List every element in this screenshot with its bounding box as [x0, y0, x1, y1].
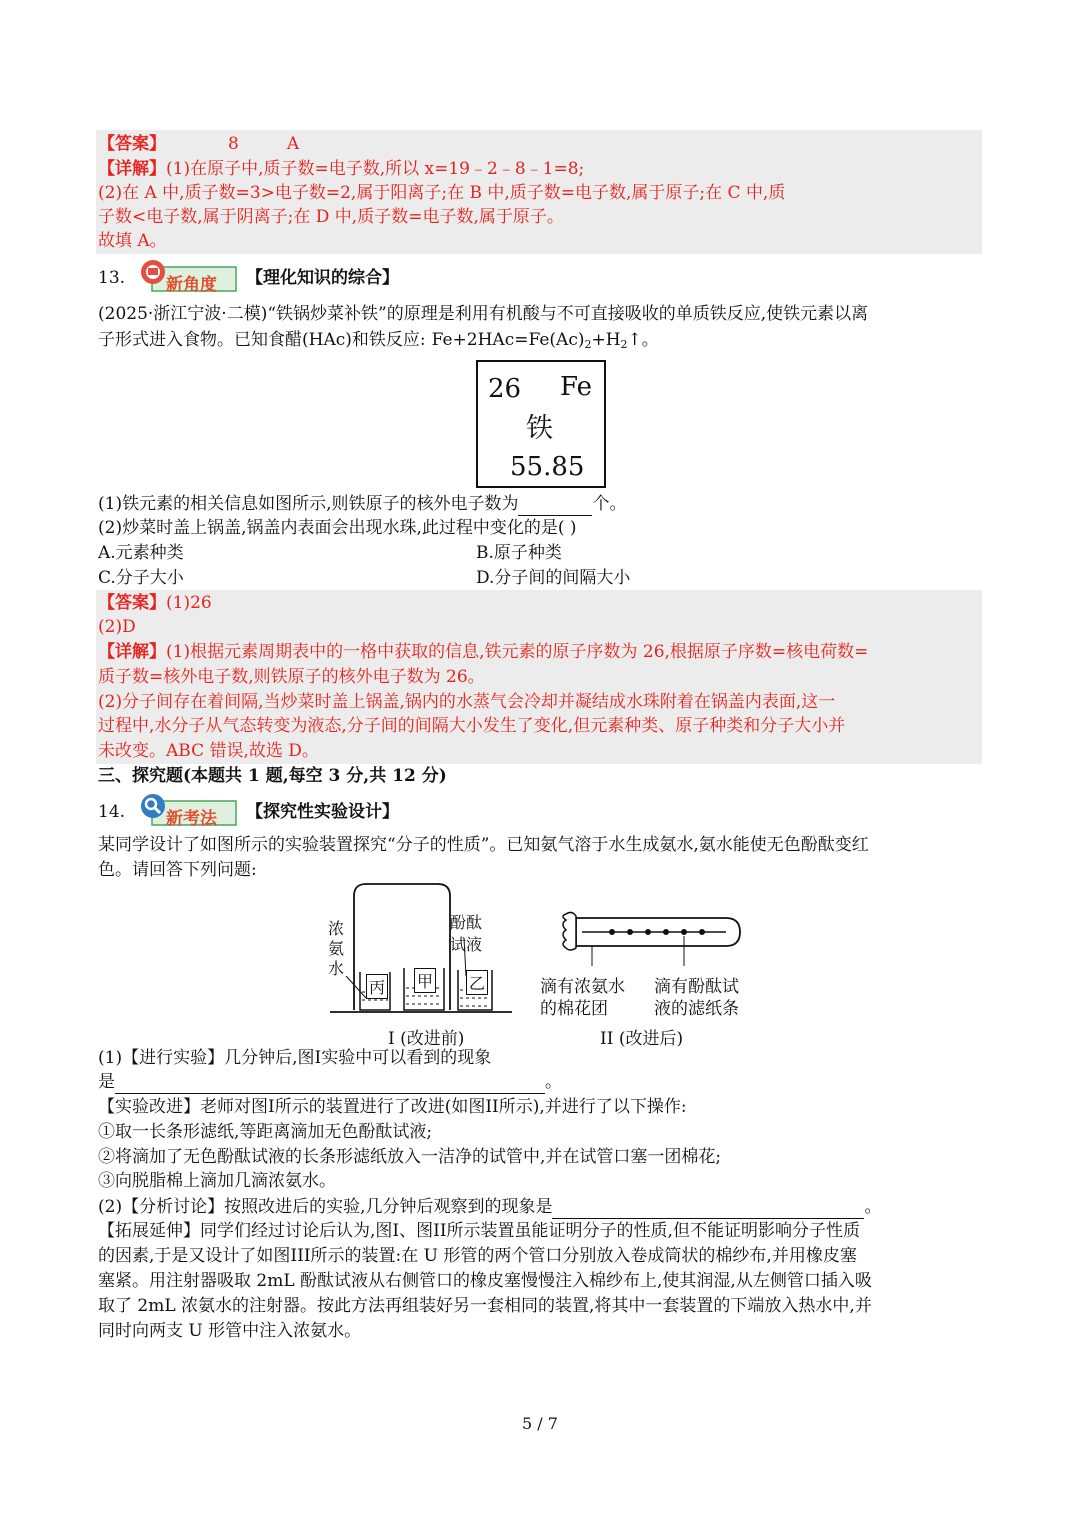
q13-topic: 【理化知识的综合】	[246, 268, 399, 288]
fig2-label-paper-2: 液的滤纸条	[654, 999, 739, 1019]
answer-blank[interactable]	[518, 497, 592, 516]
fig2-label-cotton-2: 的棉花团	[540, 999, 608, 1019]
equation: Fe+2HAc=Fe(Ac)	[431, 330, 585, 350]
q14-ext-2: 的因素,于是又设计了如图III所示的装置:在 U 形管的两个管口分别放入卷成筒状的棉纱布,并用橡皮塞	[98, 1246, 857, 1266]
q14-number: 14.	[98, 802, 126, 822]
fig2-label-cotton-1: 滴有浓氨水	[540, 977, 625, 997]
q14-ext-4: 取了 2mL 浓氨水的注射器。按此方法再组装好另一套相同的装置,将其中一套装置的下端放入热水中,并	[98, 1296, 872, 1316]
q13-detail-4: 过程中,水分子从气态转变为液态,分子间的间隔大小发生了变化,但元素种类、原子种类和分子大小并	[98, 716, 846, 736]
answer-blank[interactable]	[115, 1075, 545, 1094]
answer-value-2: A	[286, 134, 300, 154]
atomic-mass: 55.85	[510, 452, 585, 482]
sub1-end: 个。	[592, 494, 627, 514]
q13-detail-3: (2)分子间存在着间隔,当炒菜时盖上锅盖,锅内的水蒸气会冷却并凝结成水珠附着在锅盖内表面,这一	[98, 692, 836, 712]
detail-text: (1)在原子中,质子数=电子数,所以 x=19﹣2﹣8﹣1=8;	[166, 159, 585, 179]
detail-text: (1)根据元素周期表中的一格中获取的信息,铁元素的原子序数为 26,根据原子序数=核电荷数=	[166, 642, 869, 662]
q1-end: 。	[545, 1072, 562, 1092]
q14-step2: ②将滴加了无色酚酞试液的长条形滤纸放入一洁净的试管中,并在试管口塞一团棉花;	[98, 1147, 722, 1167]
atomic-number: 26	[488, 374, 522, 404]
answer-value: (1)26	[166, 593, 212, 613]
q12-detail-3: 子数<电子数,属于阴离子;在 D 中,质子数=电子数,属于原子。	[98, 207, 564, 227]
element-cell	[476, 360, 606, 488]
q14-ext-3: 塞紧。用注射器吸取 2mL 酚酞试液从右侧管口的橡皮塞慢慢注入棉纱布上,使其润湿,从左侧管口插入吸	[98, 1271, 872, 1291]
stem-text: 子形式进入食物。已知食醋(HAc)和铁反应:	[98, 330, 426, 350]
q14-stem-2: 色。请回答下列问题:	[98, 860, 257, 880]
beaker-label-bing: 丙	[366, 974, 388, 999]
q12-answer	[98, 132, 299, 156]
equation-sub: 2	[584, 338, 592, 351]
section-title: 三、探究题(本题共 1 题,每空 3 分,共 12 分)	[98, 766, 447, 786]
fig1-label-ammonia-1: 浓	[328, 919, 345, 938]
equation-sub: 2	[620, 338, 628, 351]
option-c[interactable]: C.分子大小	[98, 568, 184, 588]
option-b[interactable]: B.原子种类	[476, 543, 562, 563]
q12-detail-4: 故填 A。	[98, 231, 167, 251]
q2-text: (2)【分析讨论】按照改进后的实验,几分钟后观察到的现象是	[98, 1197, 553, 1217]
q14-ext-1: 【拓展延伸】同学们经过讨论后认为,图I、图II所示装置虽能证明分子的性质,但不能证明影响分子性质	[98, 1221, 860, 1241]
figure-1-apparatus	[326, 880, 516, 1014]
fig2-caption: II (改进后)	[600, 1029, 684, 1049]
fig2-label-paper-1: 滴有酚酞试	[654, 977, 739, 997]
q13-stem-1: (2025·浙江宁波·二模)“铁锅炒菜补铁”的原理是利用有机酸与不可直接吸收的单质铁反应,使铁元素以离	[98, 304, 869, 324]
q14-step1: ①取一长条形滤纸,等距离滴加无色酚酞试液;	[98, 1122, 433, 1142]
q13-sub2: (2)炒菜时盖上锅盖,锅盖内表面会出现水珠,此过程中变化的是( )	[98, 518, 577, 538]
q13-badge-label: 新角度	[166, 275, 217, 295]
q14-stem-1: 某同学设计了如图所示的实验装置探究“分子的性质”。已知氨气溶于水生成氨水,氨水能使无色酚酞变红	[98, 835, 869, 855]
fig1-label-phenol-2: 试液	[450, 935, 483, 954]
q13-stem-2	[98, 328, 659, 357]
q13-sub1	[98, 492, 626, 516]
beaker-label-yi: 乙	[466, 970, 488, 995]
test-tube-icon	[536, 906, 756, 966]
q14-step3: ③向脱脂棉上滴加几滴浓氨水。	[98, 1171, 336, 1191]
q14-q1-line1: (1)【进行实验】几分钟后,图I实验中可以看到的现象	[98, 1048, 492, 1068]
q13-answer-2: (2)D	[98, 617, 136, 637]
q14-topic: 【探究性实验设计】	[246, 802, 399, 822]
q13-detail-1	[98, 640, 868, 664]
q13-answer-1	[98, 591, 212, 615]
q14-improve: 【实验改进】老师对图I所示的装置进行了改进(如图II所示),并进行了以下操作:	[98, 1097, 687, 1117]
answer-tag: 【答案】	[98, 134, 166, 154]
q13-detail-5: 未改变。ABC 错误,故选 D。	[98, 741, 319, 761]
page-number: 5 / 7	[522, 1414, 558, 1433]
q14-q2	[98, 1195, 881, 1219]
answer-tag: 【答案】	[98, 593, 166, 613]
q2-end: 。	[864, 1197, 882, 1217]
q14-ext-5: 同时向两支 U 形管中注入浓氨水。	[98, 1321, 362, 1341]
q14-badge-label: 新考法	[166, 809, 217, 829]
answer-value-1: 8	[228, 134, 239, 154]
fig1-label-ammonia-3: 水	[328, 959, 345, 978]
answer-blank[interactable]	[552, 1200, 864, 1219]
q12-detail-1	[98, 157, 584, 181]
q13-number: 13.	[98, 268, 126, 288]
fig1-label-phenol-1: 酚酞	[450, 913, 483, 932]
option-a[interactable]: A.元素种类	[98, 543, 184, 563]
equation-end: ↑。	[627, 330, 659, 350]
beaker-label-jia: 甲	[414, 968, 436, 993]
fig1-caption: I (改进前)	[388, 1029, 465, 1049]
q12-detail-2: (2)在 A 中,质子数=3>电子数=2,属于阳离子;在 B 中,质子数=电子数,属于原子;在 C 中,质	[98, 183, 786, 203]
q1-prefix: 是	[98, 1072, 115, 1092]
q13-detail-2: 质子数=核外电子数,则铁原子的核外电子数为 26。	[98, 667, 485, 687]
detail-tag: 【详解】	[98, 642, 166, 662]
detail-tag: 【详解】	[98, 159, 166, 179]
element-name: 铁	[526, 413, 553, 444]
equation-mid: +H	[591, 330, 621, 350]
figure-2-apparatus	[536, 906, 756, 1019]
sub1-text: (1)铁元素的相关信息如图所示,则铁原子的核外电子数为	[98, 494, 519, 514]
option-d[interactable]: D.分子间的间隔大小	[476, 568, 631, 588]
fig1-label-ammonia-2: 氨	[328, 939, 345, 958]
q14-q1-line2	[98, 1070, 562, 1094]
element-symbol: Fe	[560, 372, 593, 402]
